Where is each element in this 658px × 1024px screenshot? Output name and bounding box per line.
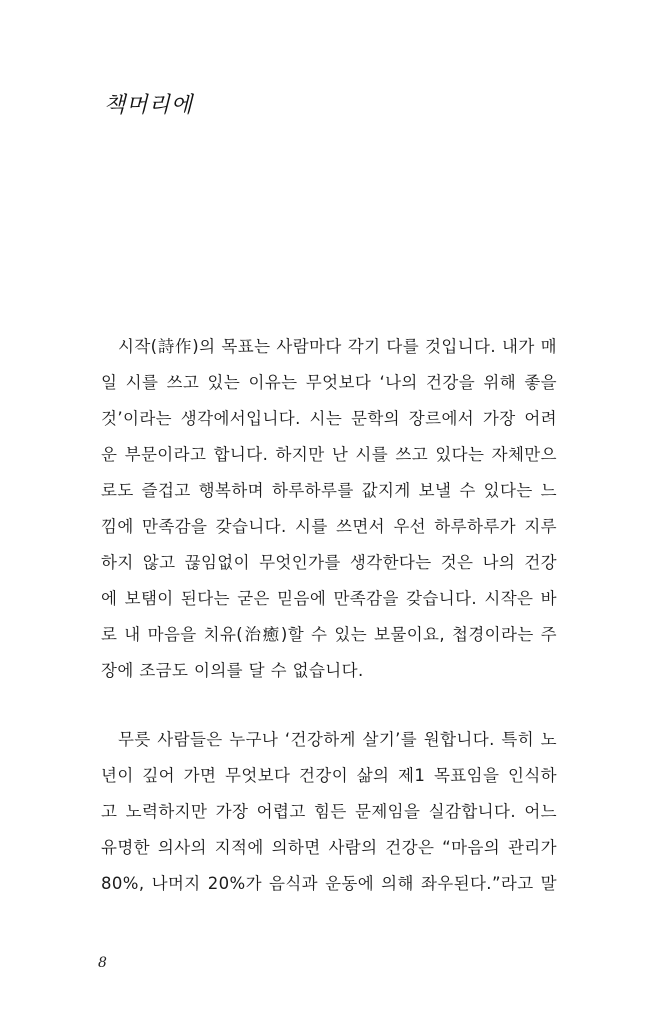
text-line: 운 부문이라고 합니다. 하지만 난 시를 쓰고 있다는 자체만으 (101, 445, 557, 464)
text-line: 로 내 마음을 치유(治癒)할 수 있는 보물이요, 첩경이라는 주 (101, 625, 557, 644)
text-line: 고 노력하지만 가장 어렵고 힘든 문제임을 실감합니다. 어느 (101, 802, 557, 821)
text-line: 에 보탬이 된다는 굳은 믿음에 만족감을 갖습니다. 시작은 바 (101, 589, 557, 608)
text-line: 무릇 사람들은 누구나 ‘건강하게 살기’를 원합니다. 특히 노 (118, 730, 557, 749)
page-number: 8 (98, 955, 107, 971)
text-line: 일 시를 쓰고 있는 이유는 무엇보다 ‘나의 건강을 위해 좋을 (101, 373, 557, 392)
paragraph-1 (101, 329, 557, 689)
text-line: 80%, 나머지 20%가 음식과 운동에 의해 좌우된다.”라고 말 (101, 874, 557, 893)
paragraph-2 (101, 722, 557, 902)
text-line: 로도 즐겁고 행복하며 하루하루를 값지게 보낼 수 있다는 느 (101, 481, 557, 500)
text-line: 장에 조금도 이의를 달 수 없습니다. (101, 661, 364, 680)
text-line: 년이 깊어 가면 무엇보다 건강이 삶의 제1 목표임을 인식하 (101, 766, 557, 785)
text-line: 유명한 의사의 지적에 의하면 사람의 건강은 “마음의 관리가 (101, 838, 557, 857)
chapter-title: 책머리에 (104, 93, 194, 118)
text-line: 시작(詩作)의 목표는 사람마다 각기 다를 것입니다. 내가 매 (118, 337, 557, 356)
text-line: 하지 않고 끊임없이 무엇인가를 생각한다는 것은 나의 건강 (101, 553, 557, 572)
text-line: 낌에 만족감을 갖습니다. 시를 쓰면서 우선 하루하루가 지루 (101, 517, 557, 536)
text-line: 것’이라는 생각에서입니다. 시는 문학의 장르에서 가장 어려 (101, 409, 557, 428)
